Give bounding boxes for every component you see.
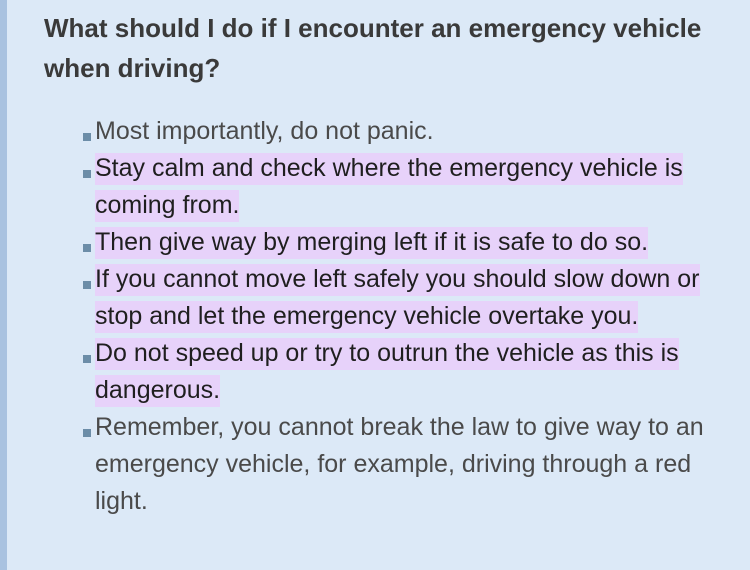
list-item — [83, 150, 743, 224]
answer-text: Most importantly, do not panic. — [95, 117, 434, 145]
list-item — [83, 409, 743, 520]
answer-text: Remember, you cannot break the law to give way to an emergency vehicle, for example, driving through a red light. — [95, 413, 704, 515]
list-item — [83, 335, 743, 409]
bullet-square-icon — [83, 355, 91, 363]
faq-card — [7, 0, 750, 570]
bullet-square-icon — [83, 281, 91, 289]
faq-question: What should I do if I encounter an emergency vehicle when driving? — [44, 13, 702, 83]
bullet-square-icon — [83, 170, 91, 178]
answer-list — [83, 113, 743, 520]
answer-text: If you cannot move left safely you should slow down or stop and let the emergency vehicle overtake you. — [95, 261, 743, 335]
bullet-square-icon — [83, 133, 91, 141]
list-item — [83, 224, 743, 261]
answer-text: Stay calm and check where the emergency vehicle is coming from. — [95, 150, 743, 224]
answer-text: Do not speed up or try to outrun the vehicle as this is dangerous. — [95, 335, 743, 409]
bullet-square-icon — [83, 244, 91, 252]
bullet-square-icon — [83, 429, 91, 437]
left-accent-bar — [0, 0, 7, 570]
answer-text: Then give way by merging left if it is safe to do so. — [95, 224, 743, 261]
list-item — [83, 261, 743, 335]
list-item — [83, 113, 743, 150]
